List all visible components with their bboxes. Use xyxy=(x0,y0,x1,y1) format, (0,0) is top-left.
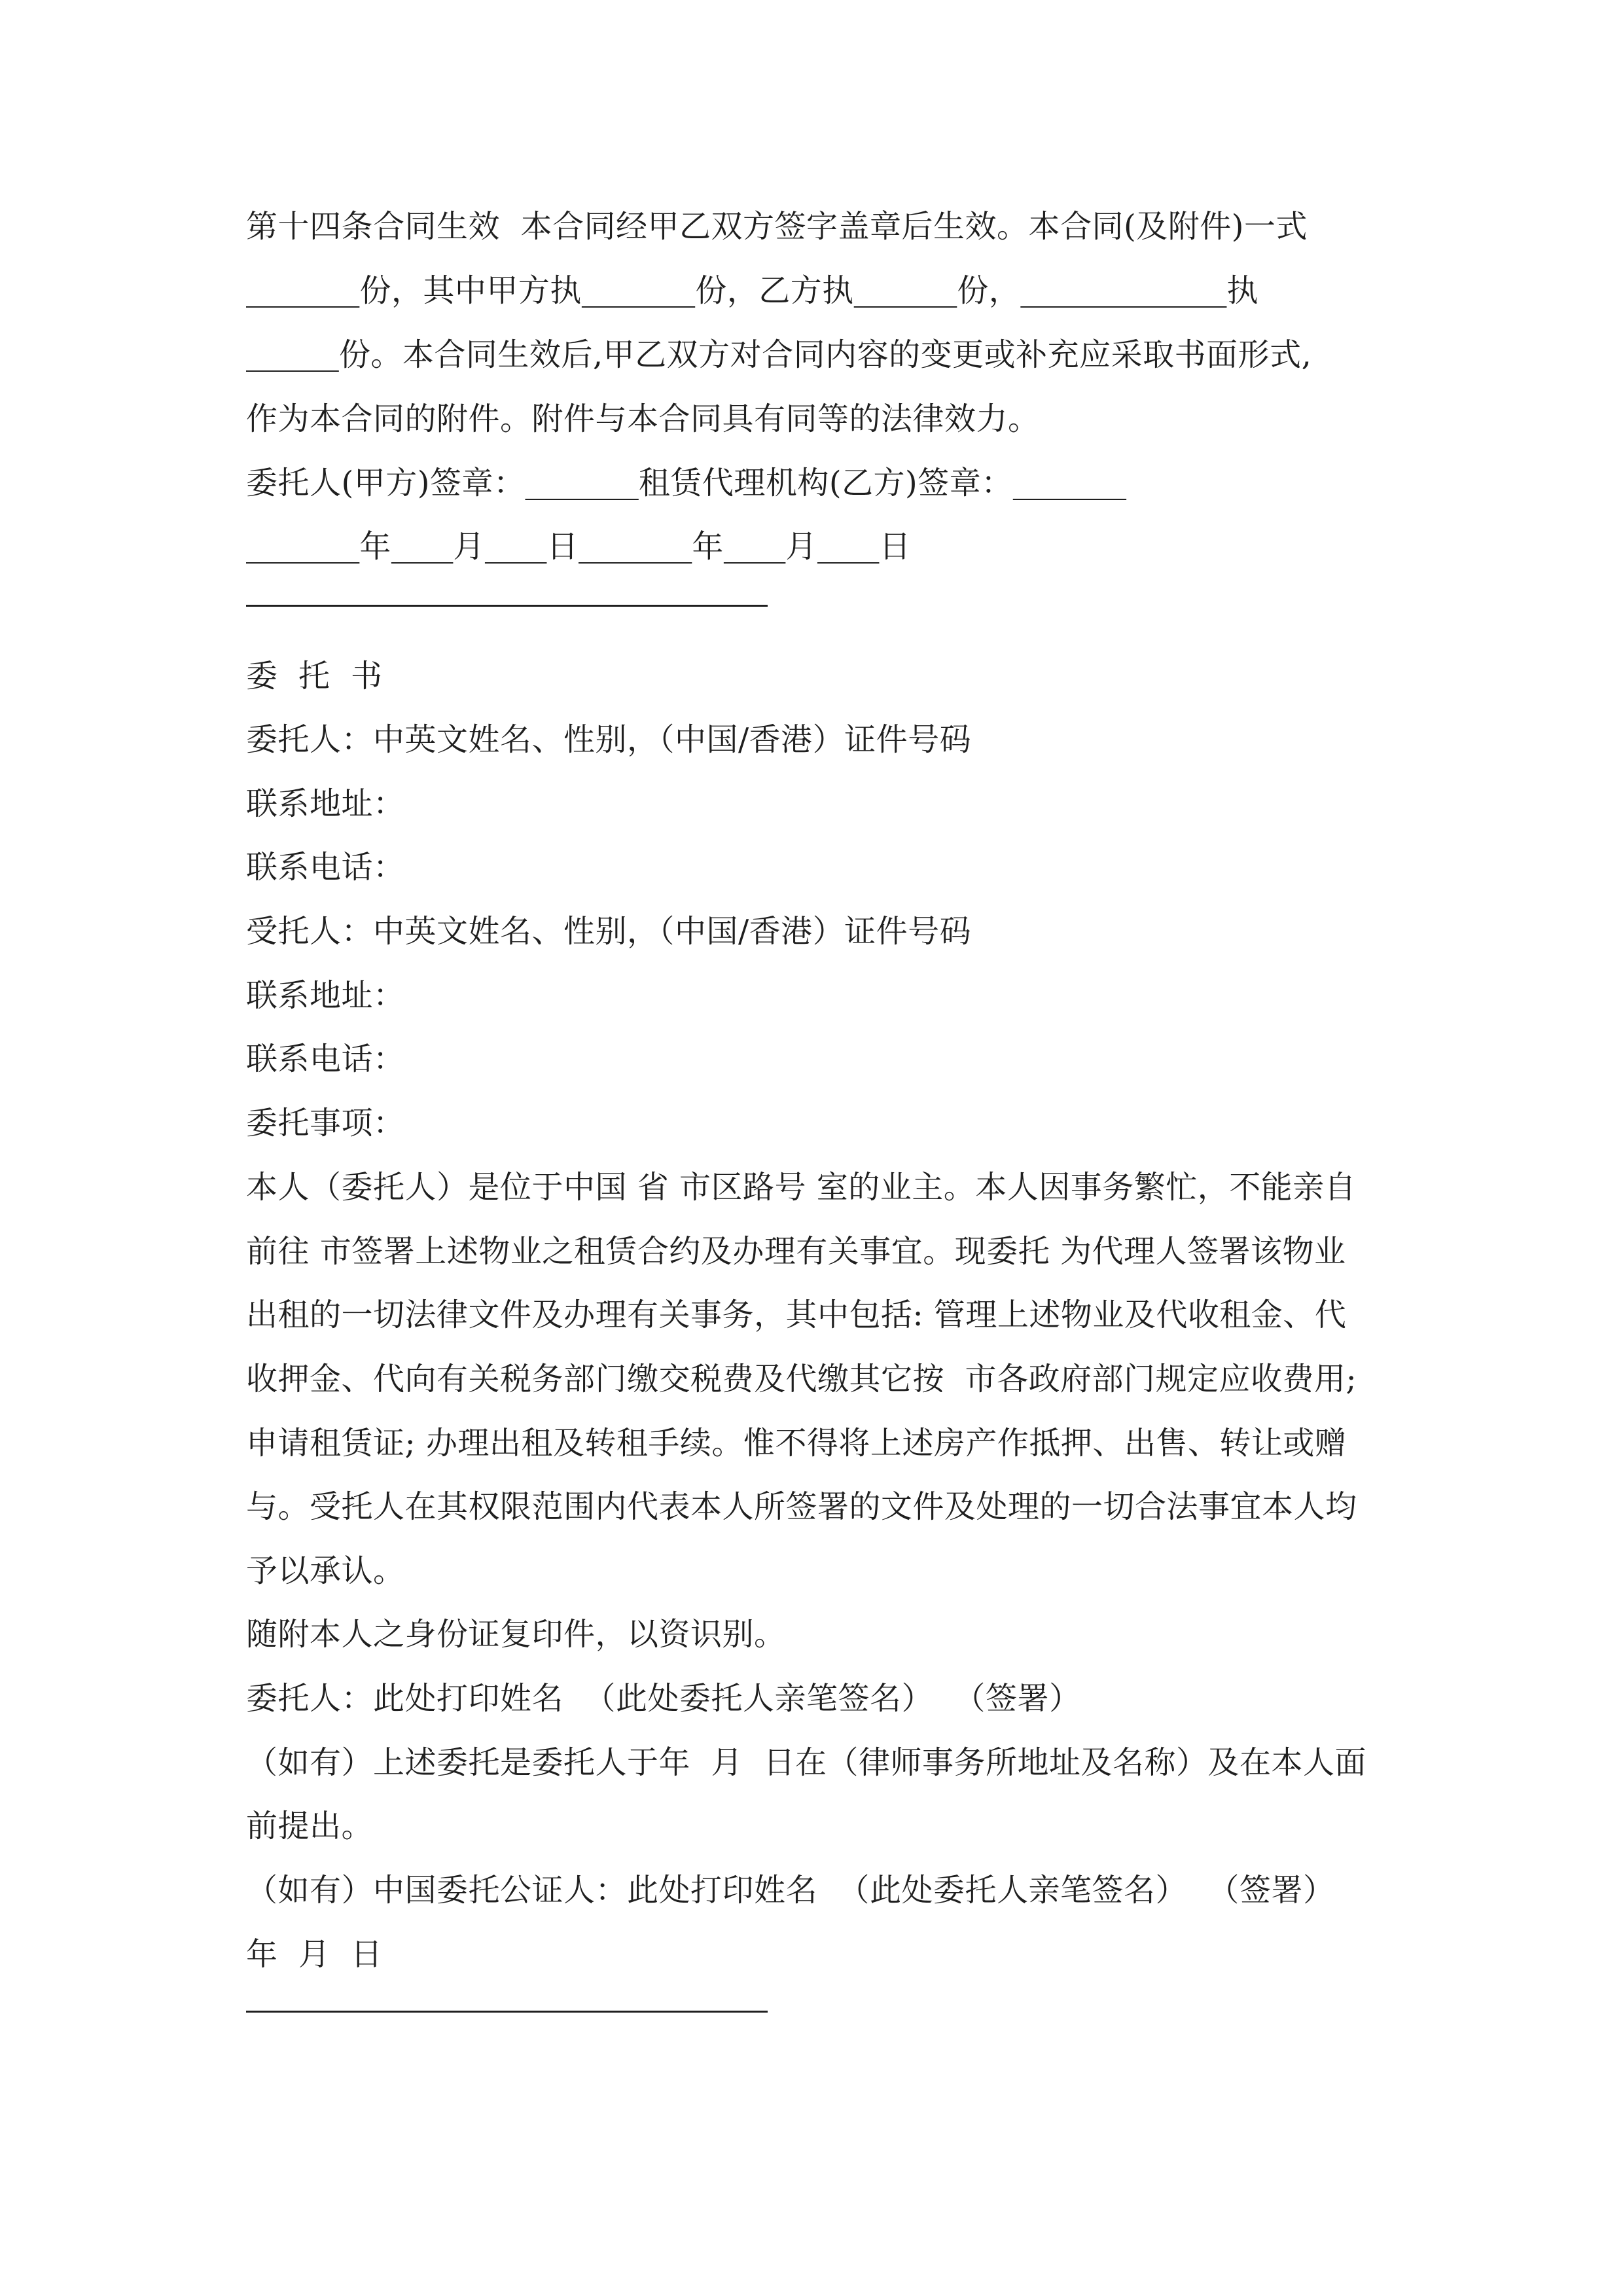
blank-field xyxy=(391,528,454,565)
body-line: 与。受托人在其权限范围内代表本人所签署的文件及处理的一切合法事宜本人均 xyxy=(246,1488,1357,1525)
blank-field xyxy=(1013,465,1126,501)
blank-field xyxy=(246,272,359,309)
text-segment: 租赁代理机构(乙方)签章： xyxy=(638,465,1013,501)
section-divider-bottom xyxy=(246,2011,768,2013)
agent-phone-label: 联系电话： xyxy=(246,1041,405,1077)
blank-field xyxy=(724,528,786,565)
principal-address-label: 联系地址： xyxy=(246,785,405,822)
text-segment: 年 xyxy=(359,528,391,565)
contract-clause-line-2 xyxy=(246,271,1258,310)
text-segment: 执 xyxy=(1226,272,1258,309)
text-segment: 月 xyxy=(785,528,817,565)
date-placeholder: 年 月 日 xyxy=(246,1936,383,1973)
body-line: 收押金、代向有关税务部门缴交税费及代缴其它按 市各政府部门规定应收费用; xyxy=(246,1361,1357,1397)
principal-phone-label: 联系电话： xyxy=(246,849,405,886)
contract-clause-line-3 xyxy=(246,335,1311,374)
section-divider-top xyxy=(246,605,768,607)
blank-field xyxy=(817,528,880,565)
body-line: 出租的一切法律文件及办理有关事务，其中包括: 管理上述物业及代收租金、代 xyxy=(246,1297,1347,1333)
contract-clause-line-1: 第十四条合同生效 本合同经甲乙双方签字盖章后生效。本合同(及附件)一式 xyxy=(246,208,1308,245)
text-segment: 份，其中甲方执 xyxy=(359,272,582,309)
text-segment: 委托人(甲方)签章： xyxy=(246,465,526,501)
if-any-witness-line-1: （如有）上述委托是委托人于年 月 日在（律师事务所地址及名称）及在本人面 xyxy=(246,1744,1367,1781)
text-segment: 日 xyxy=(879,528,911,565)
body-line: 前往 市签署上述物业之租赁合约及办理有关事宜。现委托 为代理人签署该物业 xyxy=(246,1233,1346,1270)
text-segment: 份。本合同生效后,甲乙双方对合同内容的变更或补充应采取书面形式, xyxy=(338,336,1312,373)
blank-field xyxy=(1020,272,1226,309)
notary-line: （如有）中国委托公证人：此处打印姓名 （此处委托人亲笔签名） （签署） xyxy=(246,1872,1335,1909)
principal-info: 委托人：中英文姓名、性别，（中国/香港）证件号码 xyxy=(246,721,972,758)
blank-field xyxy=(579,528,692,565)
date-line xyxy=(246,527,911,566)
text-segment: 份， xyxy=(957,272,1021,309)
text-segment: 份，乙方执 xyxy=(695,272,854,309)
blank-field xyxy=(854,272,957,309)
body-line: 予以承认。 xyxy=(246,1552,405,1589)
agent-info: 受托人：中英文姓名、性别，（中国/香港）证件号码 xyxy=(246,913,972,950)
if-any-witness-line-2: 前提出。 xyxy=(246,1808,374,1844)
text-segment: 年 xyxy=(692,528,724,565)
blank-field xyxy=(246,528,359,565)
text-segment: 日 xyxy=(546,528,579,565)
text-segment: 月 xyxy=(453,528,485,565)
principal-signature-line: 委托人：此处打印姓名 （此处委托人亲笔签名） （签署） xyxy=(246,1680,1081,1717)
signature-line xyxy=(246,463,1126,503)
contract-clause-line-4: 作为本合同的附件。附件与本合同具有同等的法律效力。 xyxy=(246,401,1040,437)
agent-address-label: 联系地址： xyxy=(246,977,405,1014)
body-line: 申请租赁证; 办理出租及转租手续。惟不得将上述房产作抵押、出售、转让或赠 xyxy=(246,1425,1347,1462)
matters-label: 委托事项： xyxy=(246,1105,405,1141)
blank-field xyxy=(246,336,339,373)
authorization-title: 委 托 书 xyxy=(246,658,383,694)
blank-field xyxy=(485,528,547,565)
blank-field xyxy=(525,465,638,501)
blank-field xyxy=(582,272,695,309)
body-line: 本人（委托人）是位于中国 省 市区路号 室的业主。本人因事务繁忙，不能亲自 xyxy=(246,1169,1357,1206)
id-copy-note: 随附本人之身份证复印件，以资识别。 xyxy=(246,1616,786,1653)
